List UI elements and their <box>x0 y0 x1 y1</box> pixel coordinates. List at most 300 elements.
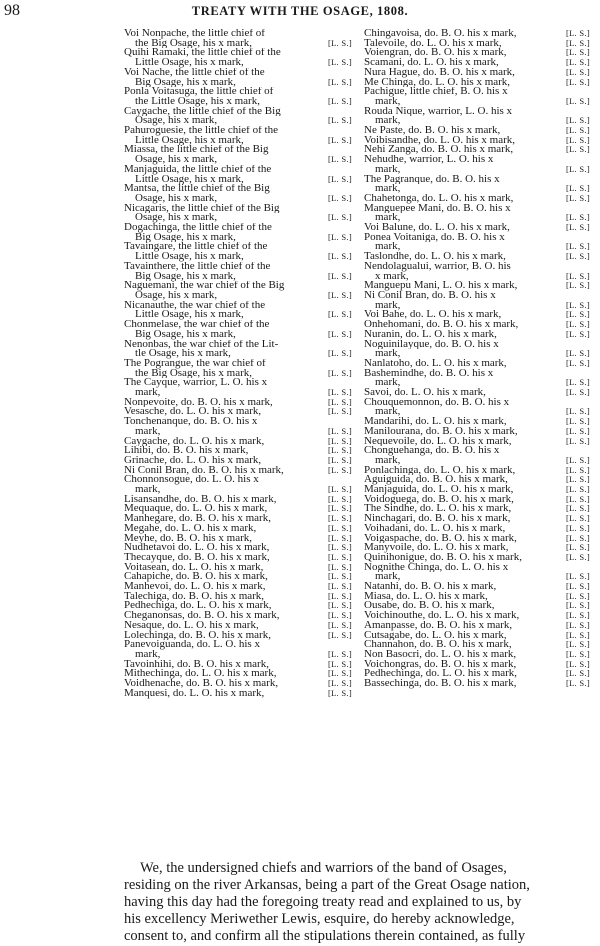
signatory-entry <box>364 223 590 233</box>
signatory-text: Quinihonigue, do. B. O. his x mark, <box>364 552 522 563</box>
signatory-entry <box>364 204 590 223</box>
signatory-continuation-line <box>364 272 590 282</box>
signatory-continuation-line <box>364 242 590 252</box>
signatory-continuation-line <box>364 165 590 175</box>
signatory-entry <box>364 330 590 340</box>
signatory-text: Panevoiguanda, do. L. O. his x <box>124 640 260 650</box>
signatory-entry <box>124 466 352 476</box>
signatory-name-line <box>124 504 352 514</box>
signatory-text: Osage, his x mark, <box>135 116 218 127</box>
signatory-text: mark, <box>375 96 401 107</box>
signatory-entry <box>124 87 352 106</box>
signatory-entry <box>364 679 590 689</box>
signatory-entry <box>124 417 352 436</box>
seal-mark: [L. S.] <box>565 126 590 136</box>
signatory-text: Voitasean, do. L. O. his x mark, <box>124 562 264 573</box>
signatory-text: Caygache, do. L. O. his x mark, <box>124 436 265 447</box>
signatory-text: Mandarihi, do. L. O. his x mark, <box>364 417 507 427</box>
signatory-entry <box>364 359 590 369</box>
signatory-name-line <box>364 466 590 476</box>
signatory-text: Manjaguida, do. L. O. his x mark, <box>364 485 514 495</box>
signatory-entry <box>364 446 590 465</box>
signatory-text: tle Osage, his x mark, <box>135 349 231 359</box>
signatory-entry <box>364 310 590 320</box>
seal-mark: [L. S.] <box>565 349 590 359</box>
signatory-entry <box>364 417 590 427</box>
signatory-name-line <box>364 320 590 330</box>
signatory-text: Chahetonga, do. L. O. his x mark, <box>364 193 514 204</box>
signatory-text: Little Osage, his x mark, <box>135 252 244 262</box>
signatory-text: Tonchenanque, do. B. O. his x <box>124 417 258 427</box>
signatory-name-line <box>124 689 352 699</box>
signatory-text: Non Basocri, do. L. O. his x mark, <box>364 650 517 660</box>
signatory-text: mark, <box>375 213 401 224</box>
seal-mark: [L. S.] <box>565 475 590 485</box>
signatory-name-line <box>124 407 352 417</box>
signatory-text: Thecayque, do. B. O. his x mark, <box>124 552 270 563</box>
signatory-text: Ousabe, do. B. O. his x mark, <box>364 601 495 612</box>
right-signatory-column <box>364 29 590 689</box>
signatory-text: Ponea Voitaniga, do. B. O. his x <box>364 232 505 243</box>
signatory-name-line <box>364 427 590 437</box>
closing-paragraph <box>124 860 592 945</box>
signatory-entry <box>124 679 352 689</box>
signatory-name-line <box>364 68 590 78</box>
signatory-name-line <box>364 310 590 320</box>
signatory-text: Pedhechiga, do. L. O. his x mark, <box>124 601 272 612</box>
signatory-name-line <box>364 107 590 117</box>
signatory-entry <box>124 660 352 670</box>
signatory-text: Voidoguega, do. B. O. his x mark, <box>364 494 514 505</box>
signatory-name-line <box>364 252 590 262</box>
signatory-entry <box>364 640 590 650</box>
signatory-text: Voihadani, do. L. O. his x mark, <box>364 523 506 534</box>
signatory-entry <box>124 514 352 524</box>
signatory-text: Grinache, do. L. O. his x mark, <box>124 455 262 466</box>
signatory-text: Noguinilayque, do. B. O. his x <box>364 339 499 350</box>
seal-mark: [L. S.] <box>565 145 590 155</box>
signatory-name-line <box>364 87 590 97</box>
signatory-entry <box>124 29 352 48</box>
seal-mark: [L. S.] <box>327 465 352 475</box>
signatory-name-line <box>124 262 352 272</box>
seal-mark: [L. S.] <box>327 446 352 456</box>
seal-mark: [L. S.] <box>565 67 590 77</box>
paragraph-line: We, the undersigned chiefs and warriors of the band of Osages, <box>140 860 507 876</box>
seal-mark: [L. S.] <box>565 679 590 689</box>
seal-mark: [L. S.] <box>327 310 352 320</box>
signatory-text: Miassa, the little chief of the Big <box>124 145 269 156</box>
signatory-text: mark, <box>375 572 401 583</box>
signatory-entry <box>364 611 590 621</box>
signatory-entry <box>364 475 590 485</box>
signatory-entry <box>364 582 590 592</box>
signatory-entry <box>364 369 590 388</box>
signatory-text: mark, <box>375 378 401 389</box>
signatory-name-line <box>124 398 352 408</box>
signatory-text: The Pograngue, the war chief of <box>124 358 266 369</box>
signatory-name-line <box>364 204 590 214</box>
signatory-text: Nudhetavoi do. L. O. his x mark, <box>124 543 270 553</box>
seal-mark: [L. S.] <box>565 533 590 543</box>
seal-mark: [L. S.] <box>565 388 590 398</box>
seal-mark: [L. S.] <box>327 252 352 262</box>
signatory-entry <box>364 543 590 553</box>
signatory-text: Quihi Ramaki, the little chief of the <box>124 48 281 59</box>
paragraph-line: consent to, and confirm all the stipulations therein contained, as fully <box>124 928 526 944</box>
seal-mark: [L. S.] <box>327 630 352 640</box>
signatory-name-line <box>124 340 352 350</box>
seal-mark: [L. S.] <box>565 591 590 601</box>
signatory-entry <box>124 475 352 494</box>
signatory-entry <box>364 194 590 204</box>
signatory-name-line <box>364 679 590 689</box>
signatory-name-line <box>364 78 590 88</box>
signatory-entry <box>364 553 590 563</box>
seal-mark: [L. S.] <box>565 620 590 630</box>
signatory-text: mark, <box>375 349 401 359</box>
signatory-text: mark, <box>375 242 401 253</box>
signatory-text: Voiengran, do. B. O. his x mark, <box>364 48 507 59</box>
signatory-name-line <box>124 660 352 670</box>
signatory-continuation-line <box>364 184 590 194</box>
signatory-text: Little Osage, his x mark, <box>135 135 244 146</box>
signatory-text: Nura Hague, do. B. O. his x mark, <box>364 67 515 78</box>
seal-mark: [L. S.] <box>565 164 590 174</box>
signatory-continuation-line <box>364 116 590 126</box>
seal-mark: [L. S.] <box>565 504 590 514</box>
signatory-entry <box>364 437 590 447</box>
signatory-continuation-line <box>364 349 590 359</box>
signatory-columns <box>124 29 592 857</box>
signatory-text: Voi Nonpache, the little chief of <box>124 29 265 39</box>
signatory-name-line <box>364 660 590 670</box>
seal-mark: [L. S.] <box>565 417 590 427</box>
signatory-entry <box>364 631 590 641</box>
signatory-text: mark, <box>135 485 161 495</box>
signatory-continuation-line <box>124 155 352 165</box>
signatory-entry <box>364 107 590 126</box>
signatory-name-line <box>364 262 590 272</box>
signatory-text: Little Osage, his x mark, <box>135 58 244 68</box>
signatory-name-line <box>364 543 590 553</box>
signatory-continuation-line <box>124 213 352 223</box>
signatory-text: Nicanauthe, the war chief of the <box>124 300 266 311</box>
signatory-continuation-line <box>124 349 352 359</box>
seal-mark: [L. S.] <box>327 562 352 572</box>
seal-mark: [L. S.] <box>327 174 352 184</box>
signatory-continuation-line <box>124 330 352 340</box>
paragraph-line: his excellency Meriwether Lewis, esquire, do hereby acknowledge, <box>124 911 515 927</box>
signatory-name-line <box>364 514 590 524</box>
signatory-name-line <box>364 398 590 408</box>
signatory-text: mark, <box>375 407 401 418</box>
seal-mark: [L. S.] <box>327 96 352 106</box>
signatory-continuation-line <box>364 213 590 223</box>
signatory-name-line <box>124 534 352 544</box>
signatory-continuation-line <box>124 310 352 320</box>
signatory-text: Naguemani, the war chief of the Big <box>124 281 285 291</box>
signatory-name-line <box>364 601 590 611</box>
signatory-name-line <box>364 223 590 233</box>
signatory-text: Voidhenache, do. B. O. his x mark, <box>124 679 279 689</box>
signatory-name-line <box>364 29 590 39</box>
signatory-continuation-line <box>364 572 590 582</box>
signatory-text: Osage, his x mark, <box>135 193 218 204</box>
seal-mark: [L. S.] <box>565 543 590 553</box>
page-number: 98 <box>4 2 20 19</box>
signatory-text: Nehudhe, warrior, L. O. his x <box>364 155 494 165</box>
signatory-continuation-line <box>124 116 352 126</box>
signatory-name-line <box>124 68 352 78</box>
signatory-text: Natanhi, do. B. O. his x mark, <box>364 582 497 592</box>
seal-mark: [L. S.] <box>327 388 352 398</box>
signatory-text: Chonnonsogue, do. L. O. his x <box>124 475 259 486</box>
signatory-entry <box>124 398 352 408</box>
seal-mark: [L. S.] <box>327 407 352 417</box>
signatory-text: Mequaque, do. L. O. his x mark, <box>124 504 268 515</box>
signatory-entry <box>124 437 352 447</box>
signatory-entry <box>124 495 352 505</box>
signatory-entry <box>364 68 590 78</box>
signatory-name-line <box>124 631 352 641</box>
signatory-name-line <box>124 543 352 553</box>
signatory-name-line <box>124 378 352 388</box>
signatory-text: Manhevoi, do. L. O. his x mark, <box>124 582 266 592</box>
signatory-name-line <box>364 233 590 243</box>
seal-mark: [L. S.] <box>565 669 590 679</box>
seal-mark: [L. S.] <box>565 223 590 233</box>
signatory-text: Cutsagabe, do. L. O. his x mark, <box>364 630 507 641</box>
signatory-entry <box>364 388 590 398</box>
signatory-text: Chouquemonnon, do. B. O. his x <box>364 397 510 408</box>
signatory-text: The Pagranque, do. B. O. his x <box>364 174 500 185</box>
seal-mark: [L. S.] <box>327 494 352 504</box>
signatory-text: x mark, <box>375 271 409 282</box>
signatory-text: Ne Paste, do. B. O. his x mark, <box>364 126 501 136</box>
signatory-text: Osage, his x mark, <box>135 213 218 224</box>
signatory-continuation-line <box>124 427 352 437</box>
signatory-name-line <box>124 466 352 476</box>
signatory-text: Manguepee Mani, do. B. O. his x <box>364 203 511 214</box>
signatory-text: Nognithe Chinga, do. L. O. his x <box>364 562 509 573</box>
signatory-text: Miasa, do. L. O. his x mark, <box>364 591 488 602</box>
signatory-name-line <box>364 291 590 301</box>
seal-mark: [L. S.] <box>327 271 352 281</box>
signatory-entry <box>364 534 590 544</box>
signatory-name-line <box>124 107 352 117</box>
signatory-continuation-line <box>124 252 352 262</box>
signatory-name-line <box>124 320 352 330</box>
seal-mark: [L. S.] <box>327 368 352 378</box>
signatory-continuation-line <box>124 233 352 243</box>
signatory-name-line <box>124 29 352 39</box>
seal-mark: [L. S.] <box>565 135 590 145</box>
signatory-entry <box>124 223 352 242</box>
signatory-name-line <box>364 340 590 350</box>
seal-mark: [L. S.] <box>327 58 352 68</box>
signatory-name-line <box>124 592 352 602</box>
signatory-name-line <box>364 194 590 204</box>
signatory-text: Meyhe, do. B. O. his x mark, <box>124 533 253 544</box>
seal-mark: [L. S.] <box>327 552 352 562</box>
signatory-text: Lihibi, do. B. O. his x mark, <box>124 446 249 456</box>
signatory-continuation-line <box>364 378 590 388</box>
signatory-text: Manquesi, do. L. O. his x mark, <box>124 688 265 699</box>
signatory-entry <box>124 320 352 339</box>
signatory-text: Pachigue, little chief, B. O. his x <box>364 87 508 97</box>
signatory-text: Big Osage, his x mark, <box>135 271 236 282</box>
signatory-entry <box>364 233 590 252</box>
seal-mark: [L. S.] <box>565 96 590 106</box>
seal-mark: [L. S.] <box>565 465 590 475</box>
signatory-text: Pahuroguesie, the little chief of the <box>124 126 278 136</box>
signatory-text: Tavoinhihi, do. B. O. his x mark, <box>124 659 269 670</box>
signatory-entry <box>364 145 590 155</box>
signatory-name-line <box>124 87 352 97</box>
seal-mark: [L. S.] <box>565 58 590 68</box>
signatory-text: Ni Conil Bran, do. B. O. his x <box>364 290 496 301</box>
signatory-name-line <box>364 621 590 631</box>
signatory-text: Big Osage, his x mark, <box>135 77 236 88</box>
signatory-name-line <box>364 437 590 447</box>
signatory-text: mark, <box>135 650 161 660</box>
signatory-name-line <box>364 504 590 514</box>
signatory-entry <box>124 184 352 203</box>
signatory-continuation-line <box>364 407 590 417</box>
signatory-entry <box>364 601 590 611</box>
signatory-entry <box>364 291 590 310</box>
seal-mark: [L. S.] <box>565 640 590 650</box>
signatory-name-line <box>364 534 590 544</box>
signatory-entry <box>364 78 590 88</box>
signatory-name-line <box>124 553 352 563</box>
seal-mark: [L. S.] <box>565 552 590 562</box>
signatory-name-line <box>124 456 352 466</box>
seal-mark: [L. S.] <box>565 242 590 252</box>
signatory-text: Dogachinga, the little chief of the <box>124 223 272 233</box>
seal-mark: [L. S.] <box>327 455 352 465</box>
seal-mark: [L. S.] <box>327 669 352 679</box>
signatory-text: Pedhechinga, do. L. O. his x mark, <box>364 669 518 680</box>
signatory-entry <box>364 39 590 49</box>
signatory-entry <box>124 563 352 573</box>
signatory-text: Scamani, do. L. O. his x mark, <box>364 58 499 68</box>
signatory-text: Aguiguida, do. B. O. his x mark, <box>364 475 508 486</box>
signatory-text: Taslondhe, do. L. O. his x mark, <box>364 252 506 262</box>
signatory-text: Ponlachinga, do. L. O. his x mark, <box>364 465 516 476</box>
signatory-continuation-line <box>364 301 590 311</box>
signatory-name-line <box>364 592 590 602</box>
seal-mark: [L. S.] <box>565 48 590 58</box>
signatory-entry <box>124 359 352 378</box>
seal-mark: [L. S.] <box>327 213 352 223</box>
signatory-name-line <box>364 446 590 456</box>
seal-mark: [L. S.] <box>565 300 590 310</box>
seal-mark: [L. S.] <box>327 650 352 659</box>
seal-mark: [L. S.] <box>327 514 352 524</box>
seal-mark: [L. S.] <box>327 329 352 339</box>
signatory-entry <box>124 126 352 145</box>
signatory-entry <box>364 466 590 476</box>
signatory-entry <box>364 281 590 291</box>
signatory-continuation-line <box>124 39 352 49</box>
seal-mark: [L. S.] <box>327 533 352 543</box>
signatory-entry <box>124 504 352 514</box>
seal-mark: [L. S.] <box>565 329 590 339</box>
signatory-text: Voichongras, do. B. O. his x mark, <box>364 659 517 670</box>
signatory-entry <box>124 407 352 417</box>
signatory-text: mark, <box>375 164 401 175</box>
signatory-entry <box>364 524 590 534</box>
signatory-name-line <box>364 359 590 369</box>
signatory-entry <box>124 262 352 281</box>
seal-mark: [L. S.] <box>565 650 590 659</box>
signatory-continuation-line <box>124 369 352 379</box>
seal-mark: [L. S.] <box>565 582 590 592</box>
signatory-text: Big Osage, his x mark, <box>135 329 236 340</box>
signatory-continuation-line <box>124 136 352 146</box>
signatory-name-line <box>364 611 590 621</box>
signatory-text: Rouda Nique, warrior, L. O. his x <box>364 106 513 117</box>
signatory-text: Manyvoile, do. L. O. his x mark, <box>364 543 509 553</box>
seal-mark: [L. S.] <box>327 116 352 126</box>
seal-mark: [L. S.] <box>565 659 590 669</box>
signatory-entry <box>364 504 590 514</box>
seal-mark: [L. S.] <box>565 523 590 533</box>
signatory-text: Nicagaris, the little chief of the Big <box>124 203 280 214</box>
signatory-text: Nuranin, do. L. O. his x mark, <box>364 329 497 340</box>
signatory-name-line <box>364 58 590 68</box>
signatory-text: Tavainthere, the little chief of the <box>124 261 271 272</box>
seal-mark: [L. S.] <box>565 494 590 504</box>
seal-mark: [L. S.] <box>327 290 352 300</box>
signatory-entry <box>364 58 590 68</box>
signatory-text: Caygache, the little chief of the Big <box>124 106 281 117</box>
signatory-name-line <box>364 524 590 534</box>
seal-mark: [L. S.] <box>327 504 352 514</box>
signatory-text: Little Osage, his x mark, <box>135 174 244 185</box>
paragraph-line: having this day had the foregoing treaty read and explained to us, by <box>124 894 522 910</box>
signatory-entry <box>364 87 590 106</box>
seal-mark: [L. S.] <box>327 591 352 601</box>
signatory-name-line <box>364 388 590 398</box>
signatory-name-line <box>124 640 352 650</box>
seal-mark: [L. S.] <box>327 659 352 669</box>
seal-mark: [L. S.] <box>327 426 352 436</box>
signatory-text: Manhegare, do. B. O. his x mark, <box>124 514 271 524</box>
signatory-text: Chingavoisa, do. B. O. his x mark, <box>364 29 517 39</box>
signatory-name-line <box>124 475 352 485</box>
seal-mark: [L. S.] <box>327 611 352 621</box>
seal-mark: [L. S.] <box>565 252 590 262</box>
signatory-continuation-line <box>364 97 590 107</box>
signatory-name-line <box>364 475 590 485</box>
signatory-entry <box>124 301 352 320</box>
signatory-text: Me Chinga, do. L. O. his x mark, <box>364 77 511 88</box>
signatory-name-line <box>124 524 352 534</box>
signatory-name-line <box>124 514 352 524</box>
signatory-entry <box>364 320 590 330</box>
signatory-text: mark, <box>375 455 401 466</box>
signatory-text: Channahon, do. B. O. his x mark, <box>364 640 512 650</box>
signatory-name-line <box>124 601 352 611</box>
signatory-entry <box>124 524 352 534</box>
seal-mark: [L. S.] <box>327 485 352 495</box>
seal-mark: [L. S.] <box>327 135 352 145</box>
seal-mark: [L. S.] <box>565 38 590 48</box>
seal-mark: [L. S.] <box>327 601 352 611</box>
